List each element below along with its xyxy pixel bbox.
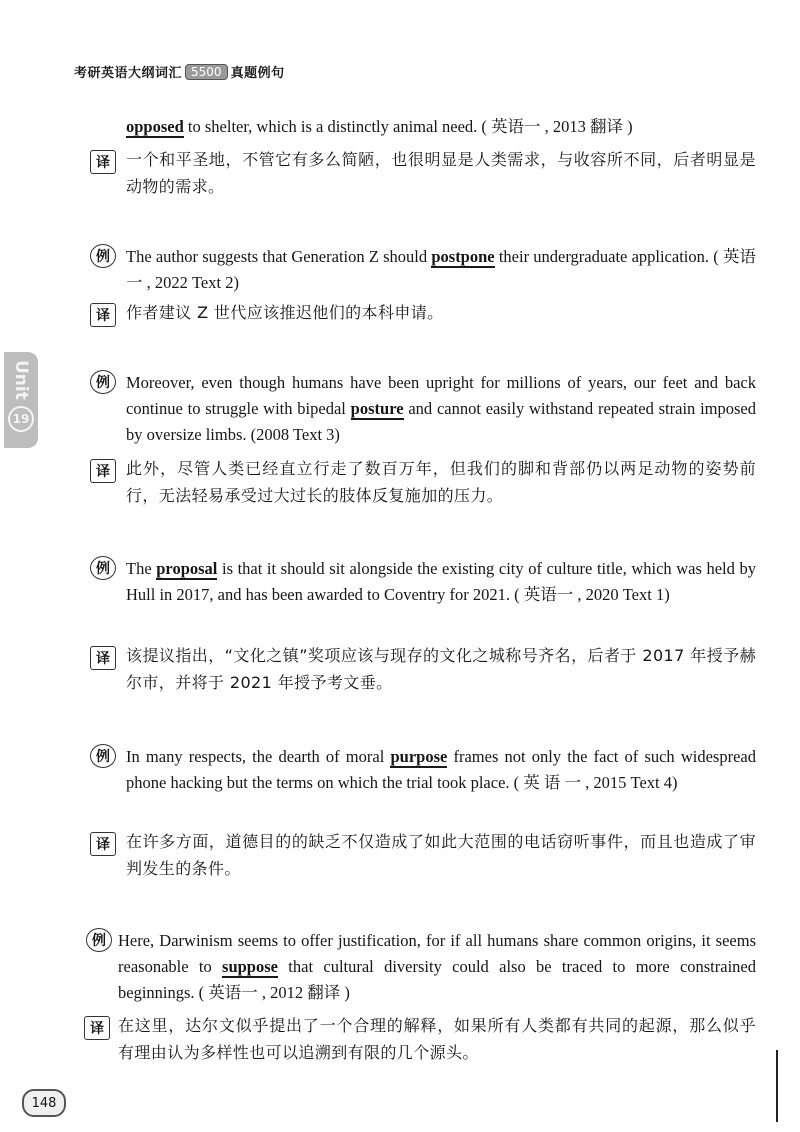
unit-tab bbox=[4, 352, 38, 448]
translation-marker: 译 bbox=[90, 459, 116, 483]
translation-text: 一个和平圣地，不管它有多么简陋，也很明显是人类需求，与收容所不同，后者明显是动物的需求。 bbox=[126, 150, 756, 196]
example-sentence bbox=[126, 114, 756, 140]
translation-marker: 译 bbox=[90, 150, 116, 174]
example-marker: 例 bbox=[90, 370, 116, 394]
keyword: postpone bbox=[431, 247, 495, 266]
example-sentence: In many respects, the dearth of moral purpose frames not only the fact of such widespread phone hacking but the terms on which the trial took place. ( 英 语 一 , 2015 Text 4) bbox=[126, 747, 756, 792]
example-marker: 例 bbox=[90, 244, 116, 268]
example-marker: 例 bbox=[90, 556, 116, 580]
running-header bbox=[74, 62, 285, 81]
header-title: 考研英语大纲词汇 bbox=[74, 66, 183, 81]
sentence-text: to shelter, which is a distinctly animal need. ( 英语一 , 2013 翻译 ) bbox=[183, 117, 633, 136]
unit-label: Unit bbox=[11, 360, 31, 400]
example-marker: 例 bbox=[90, 744, 116, 768]
translation-text: 此外，尽管人类已经直立行走了数百万年，但我们的脚和背部仍以两足动物的姿势前行，无法轻易承受过大过长的肢体反复施加的压力。 bbox=[126, 459, 756, 505]
translation-text: 在许多方面，道德目的的缺乏不仅造成了如此大范围的电话窃听事件，而且也造成了审判发生的条件。 bbox=[126, 832, 756, 878]
keyword: proposal bbox=[156, 559, 218, 578]
page-edge-line bbox=[776, 1050, 778, 1122]
header-badge: 5500 bbox=[185, 64, 228, 80]
keyword: opposed bbox=[126, 117, 184, 136]
example-marker: 例 bbox=[86, 928, 112, 952]
translation-marker: 译 bbox=[90, 646, 116, 670]
keyword: suppose bbox=[222, 957, 278, 976]
translation-text: 该提议指出，“文化之镇”奖项应该与现存的文化之城称号齐名，后者于 2017 年授予赫尔市，并将于 2021 年授予考文垂。 bbox=[126, 646, 756, 692]
keyword: purpose bbox=[390, 747, 448, 766]
example-sentence: The proposal is that it should sit alongside the existing city of culture title, which was held by Hull in 2017, and has been awarded to Coventry for 2021. ( 英语一 , 2020 Text 1) bbox=[126, 559, 756, 604]
translation-text: 作者建议 Z 世代应该推迟他们的本科申请。 bbox=[126, 303, 444, 322]
example-sentence: Moreover, even though humans have been upright for millions of years, our feet and back continue to struggle with bipedal posture and cannot easily withstand repeated strain imposed by oversize limbs. (2008 Text 3) bbox=[126, 373, 756, 444]
translation-marker: 译 bbox=[90, 832, 116, 856]
page-number: 148 bbox=[22, 1089, 66, 1117]
unit-number: 19 bbox=[8, 406, 34, 432]
example-sentence: Here, Darwinism seems to offer justification, for if all humans share common origins, it seems reasonable to suppose that cultural diversity could also be traced to more constrained beginnings. ( 英语一 , 2012 翻译 ) bbox=[118, 931, 756, 1002]
translation-marker: 译 bbox=[84, 1016, 110, 1040]
translation-marker: 译 bbox=[90, 303, 116, 327]
header-subtitle: 真题例句 bbox=[230, 66, 285, 81]
example-sentence: The author suggests that Generation Z should postpone their undergraduate application. ( 英语一 , 2022 Text 2) bbox=[126, 247, 757, 292]
keyword: posture bbox=[350, 399, 404, 418]
translation-text: 在这里，达尔文似乎提出了一个合理的解释，如果所有人类都有共同的起源，那么似乎有理由认为多样性也可以追溯到有限的几个源头。 bbox=[118, 1016, 756, 1062]
